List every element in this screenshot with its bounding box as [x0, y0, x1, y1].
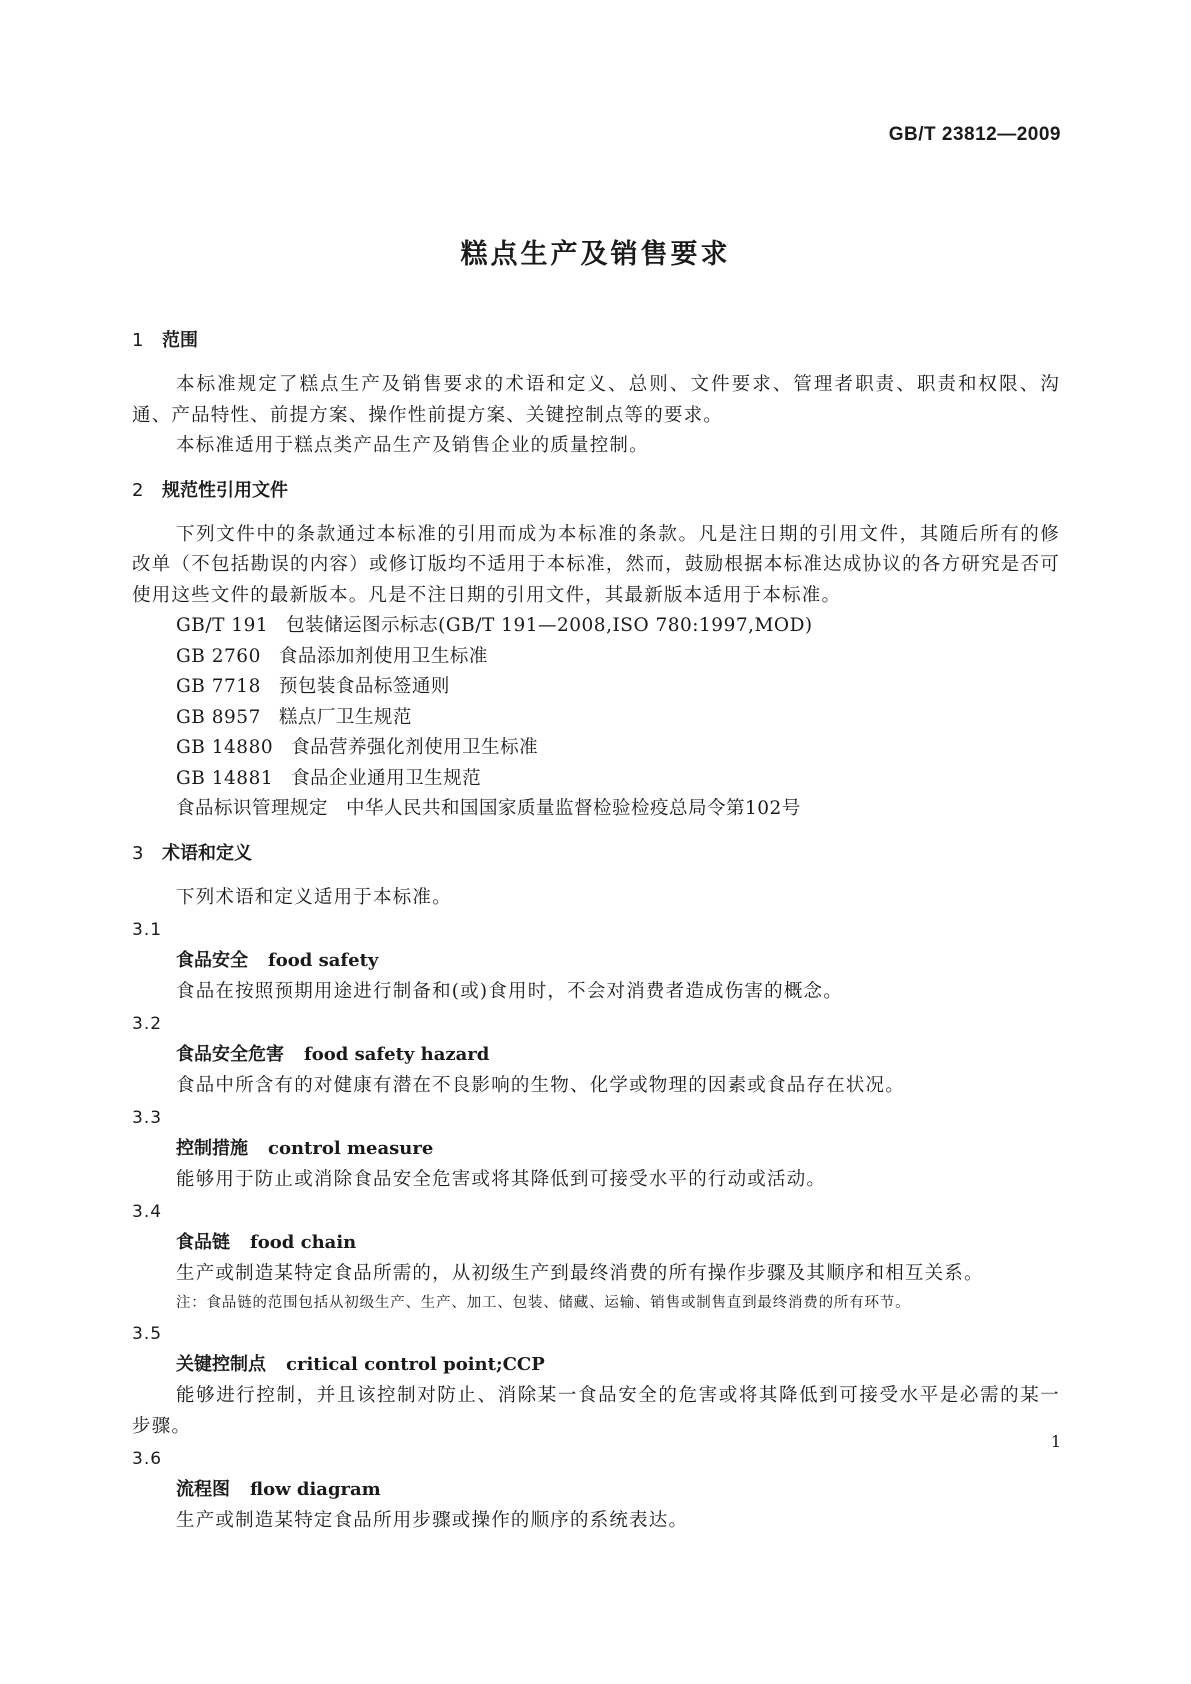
reference-code: GB 8957 [176, 706, 261, 728]
reference-item [132, 703, 1060, 734]
reference-item [132, 764, 1060, 795]
term-zh: 关键控制点 [176, 1354, 266, 1375]
references-intro: 下列文件中的条款通过本标准的引用而成为本标准的条款。凡是注日期的引用文件，其随后所有的修改单（不包括勘误的内容）或修订版均不适用于本标准，然而，鼓励根据本标准达成协议的各方研究是否可使用这些文件的最新版本。凡是不注日期的引用文件，其最新版本适用于本标准。 [132, 523, 1060, 606]
term-heading [132, 1228, 1060, 1258]
document-title: 糕点生产及销售要求 [460, 239, 731, 270]
term-en: flow diagram [250, 1479, 381, 1500]
term-en: critical control point;CCP [286, 1354, 545, 1375]
reference-title: 包装储运图示标志(GB/T 191—2008,ISO 780:1997,MOD) [286, 615, 813, 636]
term-number: 3.1 [132, 920, 163, 940]
section-title: 范围 [162, 330, 198, 351]
term-zh: 流程图 [176, 1479, 230, 1500]
section-number: 3 [132, 842, 144, 864]
term-number: 3.3 [132, 1108, 163, 1128]
section-title: 术语和定义 [162, 842, 252, 864]
section-title: 规范性引用文件 [162, 479, 288, 501]
term-zh: 食品安全危害 [176, 1044, 284, 1065]
term-definition: 食品在按照预期用途进行制备和(或)食用时，不会对消费者造成伤害的概念。 [176, 981, 843, 1002]
term-number: 3.6 [132, 1449, 163, 1469]
reference-code: GB 7718 [176, 676, 261, 697]
term-heading [132, 946, 1060, 976]
document-body [132, 326, 1060, 1536]
section-number: 2 [132, 479, 144, 501]
reference-title: 食品添加剂使用卫生标准 [278, 645, 488, 667]
reference-code: GB 2760 [176, 645, 261, 667]
reference-title: 食品营养强化剂使用卫生标准 [291, 737, 539, 758]
reference-code: GB 14880 [176, 737, 274, 758]
term-en: food safety [268, 950, 379, 971]
term-zh: 食品安全 [176, 950, 248, 971]
reference-code: 食品标识管理规定 [176, 798, 329, 819]
reference-code: GB/T 191 [176, 615, 269, 636]
standard-code: GB/T 23812—2009 [888, 124, 1061, 145]
term-en: food safety hazard [304, 1044, 490, 1065]
reference-title: 食品企业通用卫生规范 [291, 767, 482, 789]
term-number: 3.4 [132, 1202, 163, 1222]
section-heading-normative-references [132, 476, 1060, 506]
reference-item [132, 611, 1060, 642]
term-definition: 能够用于防止或消除食品安全危害或将其降低到可接受水平的行动或活动。 [176, 1169, 827, 1190]
reference-item [132, 642, 1060, 673]
term-definition: 食品中所含有的对健康有潜在不良影响的生物、化学或物理的因素或食品存在状况。 [176, 1075, 905, 1096]
terms-intro: 下列术语和定义适用于本标准。 [176, 886, 452, 908]
term-heading [132, 1475, 1060, 1505]
term-number: 3.5 [132, 1324, 163, 1344]
section-heading-scope [132, 326, 1060, 356]
term-note: 注：食品链的范围包括从初级生产、生产、加工、包装、储藏、运输、销售或制售直到最终消费的所有环节。 [176, 1295, 911, 1311]
term-heading [132, 1350, 1060, 1380]
term-en: control measure [268, 1138, 434, 1159]
section-heading-terms-definitions [132, 839, 1060, 869]
term-heading [132, 1040, 1060, 1070]
reference-title: 预包装食品标签通则 [278, 676, 450, 697]
section-number: 1 [132, 330, 144, 351]
reference-title: 糕点厂卫生规范 [278, 706, 412, 728]
reference-item [132, 672, 1060, 703]
term-zh: 控制措施 [176, 1138, 248, 1159]
reference-item [132, 794, 1060, 825]
reference-item [132, 733, 1060, 764]
page-number: 1 [1050, 1432, 1061, 1451]
term-en: food chain [250, 1232, 357, 1253]
scope-paragraph: 本标准适用于糕点类产品生产及销售企业的质量控制。 [176, 435, 649, 456]
term-zh: 食品链 [176, 1232, 230, 1253]
term-definition: 生产或制造某特定食品所需的，从初级生产到最终消费的所有操作步骤及其顺序和相互关系。 [176, 1263, 984, 1284]
term-definition: 能够进行控制，并且该控制对防止、消除某一食品安全的危害或将其降低到可接受水平是必需的某一步骤。 [132, 1385, 1060, 1437]
term-heading [132, 1134, 1060, 1164]
term-number: 3.2 [132, 1014, 163, 1034]
reference-title: 中华人民共和国国家质量监督检验检疫总局令第102号 [346, 798, 801, 819]
reference-code: GB 14881 [176, 767, 274, 789]
scope-paragraph: 本标准规定了糕点生产及销售要求的术语和定义、总则、文件要求、管理者职责、职责和权限、沟通、产品特性、前提方案、操作性前提方案、关键控制点等的要求。 [132, 374, 1060, 426]
term-definition: 生产或制造某特定食品所用步骤或操作的顺序的系统表达。 [176, 1510, 689, 1531]
